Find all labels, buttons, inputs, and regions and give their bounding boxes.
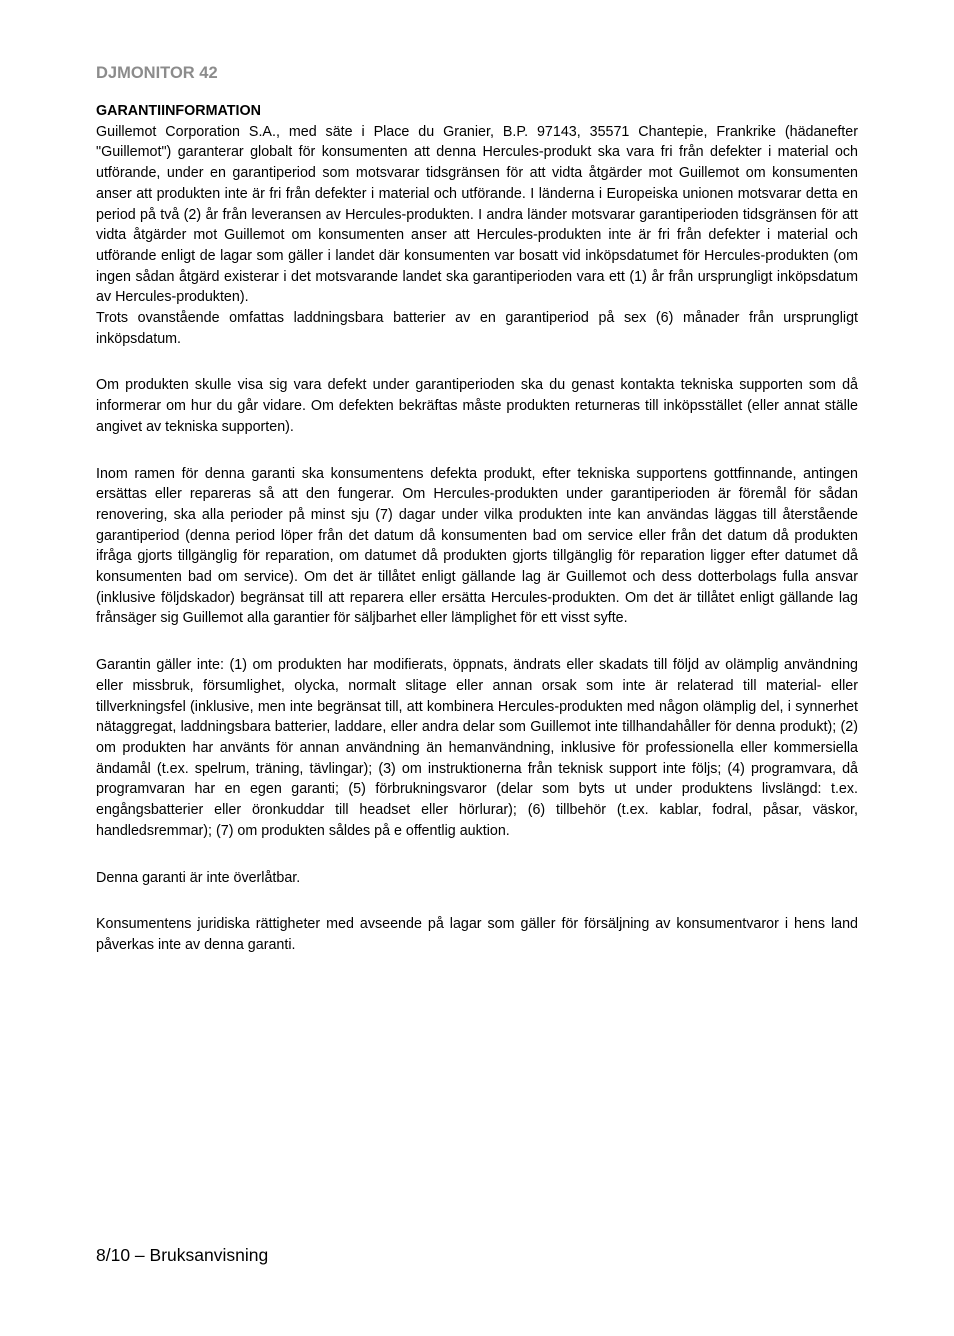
document-header-product-name: DJMONITOR 42: [96, 64, 218, 82]
paragraph-battery-warranty: Trots ovanstående omfattas laddningsbara batterier av en garantiperiod på sex (6) månader från ursprungligt inköpsdatum.: [96, 310, 858, 347]
paragraph-spacer: [96, 349, 858, 375]
paragraph-spacer: [96, 629, 858, 655]
paragraph-exclusions: Garantin gäller inte: (1) om produkten har modifierats, öppnats, ändrats eller skadats till följd av olämplig användning eller missbruk, försumlighet, olycka, normalt slitage eller annan orsak som inte är relaterad till material- eller tillverkningsfel (inklusive, men inte begränsat till, att kombinera Hercules-produkten med någon olämplig del, i synnerhet nätaggregat, laddningsbara batterier, laddare, eller andra delar som Guillemot inte tillhandahåller för denna produkt); (2) om produkten har använts för annan användning än hemanvändning, inklusive för professionella eller kommersiella ändamål (t.ex. spelrum, träning, tävlingar); (3) om instruktionerna från teknisk support inte följs; (4) programvara, då programvaran har en egen garanti; (5) förbrukningsvaror (delar som byts ut under produktens livslängd: t.ex. engångsbatterier eller öronkuddar till headset eller hörlurar); (6) tillbehör (t.ex. kablar, fodral, påsar, väskor, handledsremmar); (7) om produkten såldes på e offentlig auktion.: [96, 657, 858, 839]
page-footer-label: 8/10 – Bruksanvisning: [96, 1245, 269, 1265]
paragraph-spacer: [96, 438, 858, 464]
section-title: GARANTIINFORMATION: [96, 103, 261, 119]
paragraph-consumer-rights: Konsumentens juridiska rättigheter med avseende på lagar som gäller för försäljning av konsumentvaror i hens land påverkas inte av denna garanti.: [96, 916, 858, 953]
paragraph-repair-replacement: Inom ramen för denna garanti ska konsumentens defekta produkt, efter tekniska supportens gottfinnande, antingen ersättas eller repareras så att den fungerar. Om Hercules-produkten under garantiperioden är föremål för sådan renovering, ska alla perioder på minst sju (7) dagar under vilka produkten inte kan användas läggas till återstående garantiperiod (denna period löper från det datum då konsumenten bad om service eller från det datum då produkten ifråga gjorts tillgänglig för reparation, om datumet då produkten gjorts tillgänglig för reparation ligger efter datumet då konsumenten bad om service). Om det är tillåtet enligt gällande lag är Guillemot och dess dotterbolags fulla ansvar (inklusive följdskador) begränsat till att reparera eller ersätta Hercules-produkten. Om det är tillåtet enligt gällande lag frånsäger sig Guillemot alla garantier för säljbarhet eller lämplighet för ett visst syfte.: [96, 465, 858, 627]
paragraph-non-transferable: Denna garanti är inte överlåtbar.: [96, 869, 301, 886]
paragraph-defect-procedure: Om produkten skulle visa sig vara defekt under garantiperioden ska du genast kontakta tekniska supporten som då informerar om hur du går vidare. Om defekten bekräftas måste produkten returneras till inköpsstället (eller annat ställe angivet av tekniska supporten).: [96, 377, 858, 435]
paragraph-spacer: [96, 888, 858, 914]
paragraph-warranty-scope: Guillemot Corporation S.A., med säte i Place du Granier, B.P. 97143, 35571 Chantepie, Frankrike (hädanefter "Guillemot") garanterar globalt för konsumenten att denna Hercules-produkt ska vara fri från defekter i material och utförande, under en garantiperiod som motsvarar tidsgränsen för att vidta åtgärder mot Guillemot om konsumenten anser att produkten inte är fri från defekter i material och utförande. I länderna i Europeiska unionen motsvarar detta en period på två (2) år från leveransen av Hercules-produkten. I andra länder motsvarar garantiperioden tidsgränsen för att vidta åtgärder mot Guillemot om konsumenten anser att Hercules-produkten inte är fri från defekter i material och utförande enligt de lagar som gäller i landet där konsumenten var bosatt vid inköpsdatumet för Hercules-produkten (om ingen sådan åtgärd existerar i det motsvarande landet ska garantiperioden vara ett (1) år från ursprungligt inköpsdatum av Hercules-produkten).: [96, 123, 858, 306]
warranty-section: [96, 101, 858, 956]
paragraph-spacer: [96, 842, 858, 868]
